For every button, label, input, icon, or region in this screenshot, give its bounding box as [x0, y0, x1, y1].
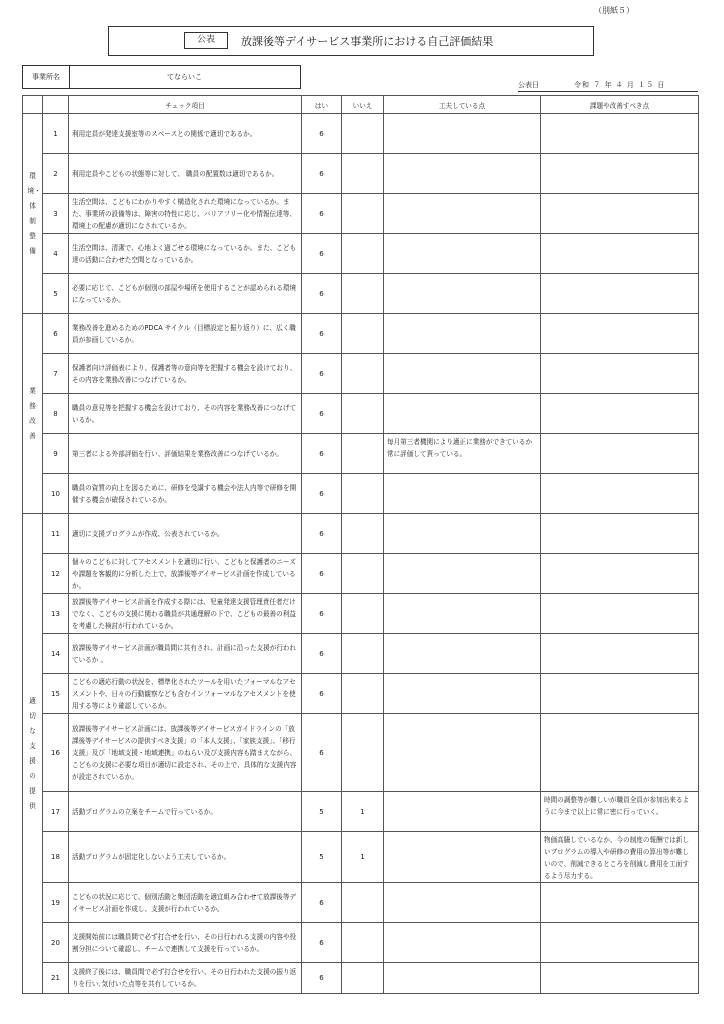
yes-count: 6: [302, 434, 342, 474]
row-number: 4: [43, 234, 69, 274]
row-number: 8: [43, 394, 69, 434]
yes-count: 6: [302, 594, 342, 634]
title-box: [108, 26, 594, 56]
category-label: 環境・体制整備: [27, 171, 41, 255]
header-yes: はい: [302, 96, 342, 114]
issue-comment: [541, 354, 699, 394]
effort-comment: [384, 963, 541, 994]
check-item-text: 生活空間は、こどもにわかりやすく構造化された環境になっているか。また、事業所の設備等は、障害の特性に応じ、バリアフリー化や情報伝達等、環境上の配慮が適切になされているか。: [69, 194, 302, 234]
effort-comment: [384, 883, 541, 923]
table-row: [23, 274, 699, 314]
effort-comment: [384, 234, 541, 274]
office-name-box: [22, 65, 301, 89]
yes-count: 6: [302, 154, 342, 194]
table-row: [23, 474, 699, 514]
effort-comment: [384, 194, 541, 234]
issue-comment: [541, 394, 699, 434]
check-item-text: 職員の意見等を把握する機会を設けており、その内容を業務改善につなげているか。: [69, 394, 302, 434]
row-number: 11: [43, 514, 69, 554]
issue-comment: [541, 883, 699, 923]
page-title: 放課後等デイサービス事業所における自己評価結果: [241, 35, 494, 48]
effort-comment: [384, 832, 541, 883]
no-count: [342, 963, 384, 994]
check-item-text: 放課後等デイサービス計画を作成する際には、児童発達支援管理責任者だけでなく、こどもの支援に関わる職員が共通理解の下で、こどもの最善の利益を考慮した検討が行われているか。: [69, 594, 302, 634]
evaluation-table: [22, 95, 699, 994]
table-row: [23, 634, 699, 674]
yes-count: 6: [302, 274, 342, 314]
no-count: [342, 714, 384, 792]
public-badge: 公表: [184, 32, 228, 49]
no-count: [342, 394, 384, 434]
check-item-text: 第三者による外部評価を行い、評価結果を業務改善につなげているか。: [69, 434, 302, 474]
table-row: [23, 194, 699, 234]
row-number: 3: [43, 194, 69, 234]
office-name-value: てならいこ: [167, 73, 202, 81]
check-item-text: 活動プログラムが固定化しないよう工夫しているか。: [69, 832, 302, 883]
category-label: 適切な支援の提供: [29, 696, 36, 810]
row-number: 14: [43, 634, 69, 674]
effort-comment: [384, 634, 541, 674]
no-count: [342, 883, 384, 923]
table-row: [23, 394, 699, 434]
check-item-text: 職員の資質の向上を図るために、研修を受講する機会や法人内等で研修を開催する機会が確保されているか。: [69, 474, 302, 514]
header-number: [43, 96, 69, 114]
check-item-text: 個々のこどもに対してアセスメントを適切に行い、こどもと保護者のニーズや課題を客観的に分析した上で、放課後等デイサービス計画を作成しているか。: [69, 554, 302, 594]
issue-comment: [541, 474, 699, 514]
header-issues: 課題や改善すべき点: [541, 96, 699, 114]
no-count: [342, 234, 384, 274]
row-number: 13: [43, 594, 69, 634]
yes-count: 6: [302, 474, 342, 514]
row-number: 18: [43, 832, 69, 883]
no-count: [342, 514, 384, 554]
no-count: [342, 194, 384, 234]
issue-comment: [541, 963, 699, 994]
table-row: [23, 792, 699, 832]
yes-count: 6: [302, 554, 342, 594]
table-row: [23, 883, 699, 923]
no-count: [342, 274, 384, 314]
yes-count: 6: [302, 714, 342, 792]
check-item-text: 放課後等デイサービス計画には、放課後等デイサービスガイドラインの「放課後等デイサービスの提供すべき支援」の「本人支援」、「家族支援」、「移行支援」及び「地域支援・地域連携」のねらい及び支援内容も踏まえながら、こどもの支援に必要な項目が適切に設定され、その上で、具体的な支援内容が設定されているか。: [69, 714, 302, 792]
annex-note: （別紙５）: [594, 6, 634, 15]
check-item-text: こどもの適応行動の状況を、標準化されたツールを用いたフォーマルなアセスメントや、日々の行動観察なども含むインフォーマルなアセスメントを使用する等により確認しているか。: [69, 674, 302, 714]
effort-comment: [384, 154, 541, 194]
effort-comment: [384, 474, 541, 514]
no-count: [342, 554, 384, 594]
table-row: [23, 434, 699, 474]
effort-comment: 毎月第三者機関により適正に業務ができているか常に評価して貰っている。: [384, 434, 541, 474]
effort-comment: [384, 314, 541, 354]
yes-count: 6: [302, 674, 342, 714]
no-count: [342, 923, 384, 963]
effort-comment: [384, 354, 541, 394]
issue-comment: [541, 434, 699, 474]
table-row: [23, 514, 699, 554]
yes-count: 5: [302, 832, 342, 883]
category-cell: [23, 114, 43, 314]
row-number: 12: [43, 554, 69, 594]
yes-count: 6: [302, 634, 342, 674]
effort-comment: [384, 674, 541, 714]
yes-count: 6: [302, 354, 342, 394]
effort-comment: [384, 792, 541, 832]
check-item-text: 保護者向け評価表により、保護者等の意向等を把握する機会を設けており、その内容を業務改善につなげているか。: [69, 354, 302, 394]
issue-comment: [541, 554, 699, 594]
no-count: [342, 674, 384, 714]
category-cell: [23, 314, 43, 514]
publication-date: [518, 80, 698, 92]
header-no: いいえ: [342, 96, 384, 114]
yes-count: 6: [302, 883, 342, 923]
issue-comment: [541, 274, 699, 314]
effort-comment: [384, 514, 541, 554]
effort-comment: [384, 594, 541, 634]
row-number: 1: [43, 114, 69, 154]
table-row: [23, 154, 699, 194]
issue-comment: 時間の調整等が難しいが職員全員が参加出来るように今まで以上に常に密に行っていく。: [541, 792, 699, 832]
issue-comment: [541, 194, 699, 234]
table-header-row: [23, 96, 699, 114]
check-item-text: 利用定員が発達支援室等のスペースとの関係で適切であるか。: [69, 114, 302, 154]
header-category: [23, 96, 43, 114]
header-effort: 工夫している点: [384, 96, 541, 114]
no-count: [342, 314, 384, 354]
no-count: [342, 434, 384, 474]
row-number: 16: [43, 714, 69, 792]
effort-comment: [384, 923, 541, 963]
check-item-text: 業務改善を進めるためのPDCA サイクル（目標設定と振り返り）に、広く職員が参画しているか。: [69, 314, 302, 354]
header-check-item: チェック項目: [69, 96, 302, 114]
issue-comment: [541, 634, 699, 674]
yes-count: 6: [302, 234, 342, 274]
check-item-text: 放課後等デイサービス計画が職員間に共有され、計画に沿った支援が行われているか 。: [69, 634, 302, 674]
check-item-text: 必要に応じて、こどもが個別の部屋や場所を使用することが認められる環境になっているか。: [69, 274, 302, 314]
table-row: [23, 674, 699, 714]
row-number: 10: [43, 474, 69, 514]
check-item-text: 支援終了後には、職員間で必ず打合せを行い、その日行われた支援の振り返りを行い､気付いた点等を共有しているか。: [69, 963, 302, 994]
issue-comment: 物価高騰しているなか、今の制度の報酬では新しいプログラムの導入や研修の費用の算出等が難しいので、削減できるところを削減し費用を工面するよう尽力する。: [541, 832, 699, 883]
row-number: 19: [43, 883, 69, 923]
no-count: 1: [342, 792, 384, 832]
check-item-text: 生活空間は、清潔で、心地よく過ごせる環境になっているか。また、こども達の活動に合わせた空間となっているか。: [69, 234, 302, 274]
publication-date-value: 令和 ７ 年 ４ 月 １５ 日: [574, 81, 666, 89]
table-row: [23, 554, 699, 594]
table-row: [23, 923, 699, 963]
table-row: [23, 114, 699, 154]
effort-comment: [384, 394, 541, 434]
row-number: 9: [43, 434, 69, 474]
yes-count: 6: [302, 394, 342, 434]
table-row: [23, 714, 699, 792]
no-count: [342, 474, 384, 514]
row-number: 2: [43, 154, 69, 194]
table-row: [23, 832, 699, 883]
table-row: [23, 594, 699, 634]
row-number: 17: [43, 792, 69, 832]
check-item-text: 適切に支援プログラムが作成、公表されているか。: [69, 514, 302, 554]
issue-comment: [541, 594, 699, 634]
table-row: [23, 354, 699, 394]
effort-comment: [384, 554, 541, 594]
publication-date-label: 公表日: [518, 81, 539, 89]
issue-comment: [541, 674, 699, 714]
check-item-text: こどもの状況に応じて、個別活動と集団活動を適宜組み合わせて放課後等デイサービス計画を作成し、支援が行われているか。: [69, 883, 302, 923]
effort-comment: [384, 714, 541, 792]
row-number: 7: [43, 354, 69, 394]
issue-comment: [541, 114, 699, 154]
yes-count: 6: [302, 963, 342, 994]
effort-comment: [384, 274, 541, 314]
no-count: [342, 354, 384, 394]
category-label: 業務改善: [29, 386, 36, 440]
table-row: [23, 314, 699, 354]
issue-comment: [541, 314, 699, 354]
row-number: 20: [43, 923, 69, 963]
category-cell: [23, 514, 43, 994]
row-number: 21: [43, 963, 69, 994]
yes-count: 6: [302, 114, 342, 154]
yes-count: 6: [302, 514, 342, 554]
yes-count: 5: [302, 792, 342, 832]
effort-comment: [384, 114, 541, 154]
no-count: [342, 634, 384, 674]
yes-count: 6: [302, 923, 342, 963]
no-count: [342, 114, 384, 154]
table-row: [23, 963, 699, 994]
issue-comment: [541, 923, 699, 963]
issue-comment: [541, 154, 699, 194]
table-row: [23, 234, 699, 274]
check-item-text: 利用定員やこどもの状態等に対して、 職員の配置数は適切であるか。: [69, 154, 302, 194]
yes-count: 6: [302, 194, 342, 234]
issue-comment: [541, 514, 699, 554]
no-count: [342, 594, 384, 634]
row-number: 6: [43, 314, 69, 354]
yes-count: 6: [302, 314, 342, 354]
no-count: 1: [342, 832, 384, 883]
office-name-label: 事業所名: [23, 66, 70, 88]
check-item-text: 支援開始前には職員間で必ず打合せを行い、その日行われる支援の内容や役割分担について確認し、チームで連携して支援を行っているか。: [69, 923, 302, 963]
row-number: 15: [43, 674, 69, 714]
no-count: [342, 154, 384, 194]
issue-comment: [541, 234, 699, 274]
row-number: 5: [43, 274, 69, 314]
check-item-text: 活動プログラムの立案をチームで行っているか。: [69, 792, 302, 832]
issue-comment: [541, 714, 699, 792]
